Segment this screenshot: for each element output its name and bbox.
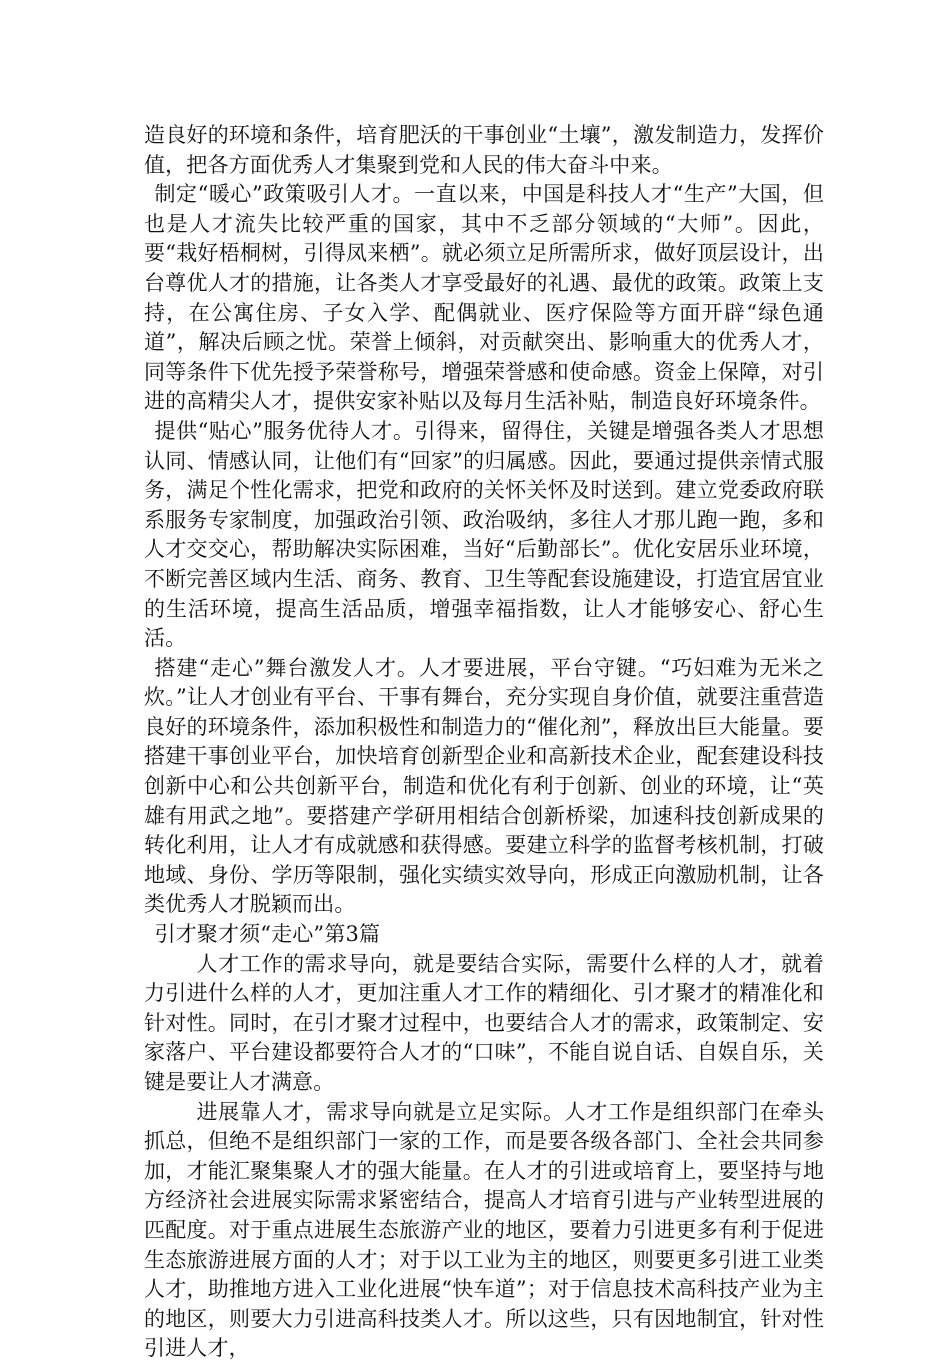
section-heading: 引才聚才须“走心”第3篇: [154, 922, 381, 947]
paragraph-platform: 搭建“走心”舞台激发人才。人才要进展，平台守键。“巧妇难为无米之炊。”让人才创业有平台、干事有舞台，充分实现自身价值，就要注重营造良好的环境条件，添加积极性和制造力的“催化剂”，释放出巨大能量。要搭建干事创业平台，加快培育创新型企业和高新技术企业，配套建设科技创新中心和公共创新平台，制造和优化有利于创新、创业的环境，让“英雄有用武之地”。要搭建产学研用相结合创新桥梁，加速科技创新成果的转化利用，让人才有成就感和获得感。要建立科学的监督考核机制，打破地域、身份、学历等限制，强化实绩实效导向，形成正向激励机制，让各类优秀人才脱颖而出。: [144, 655, 824, 917]
paragraph-continuation: 造良好的环境和条件，培育肥沃的干事创业“土壤”，激发制造力，发挥价值，把各方面优秀人才集聚到党和人民的伟大奋斗中来。: [144, 123, 824, 177]
paragraph-development-talent: 进展靠人才，需求导向就是立足实际。人才工作是组织部门在牵头抓总，但绝不是组织部门一家的工作，而是要各级各部门、全社会共同参加，才能汇聚集聚人才的强大能量。在人才的引进或培育上，要坚持与地方经济社会进展实际需求紧密结合，提高人才培育引进与产业转型进展的匹配度。对于重点进展生态旅游产业的地区，要着力引进更多有利于促进生态旅游进展方面的人才；对于以工业为主的地区，则要更多引进工业类人才，助推地方进入工业化进展“快车道”；对于信息技术高科技产业为主的地区，则要大力引进高科技类人才。所以这些，只有因地制宜，针对性引进人才，: [144, 1099, 824, 1361]
paragraph-caring-service: 提供“贴心”服务优待人才。引得来，留得住，关键是增强各类人才思想认同、情感认同，让他们有“回家”的归属感。因此，要通过提供亲情式服务，满足个性化需求，把党和政府的关怀关怀及时送到。建立党委政府联系服务专家制度，加强政治引领、政治吸纳，多往人才那儿跑一跑，多和人才交交心，帮助解决实际困难，当好“后勤部长”。优化安居乐业环境，不断完善区域内生活、商务、教育、卫生等配套设施建设，打造宜居宜业的生活环境，提高生活品质，增强幸福指数，让人才能够安心、舒心生活。: [144, 418, 824, 651]
document-body: [144, 121, 824, 1364]
paragraph-demand-orientation: 人才工作的需求导向，就是要结合实际，需要什么样的人才，就着力引进什么样的人才，更加注重人才工作的精细化、引才聚才的精准化和针对性。同时，在引才聚才过程中，也要结合人才的需求，政策制定、安家落户、平台建设都要符合人才的“口味”，不能自说自话、自娱自乐，关键是要让人才满意。: [144, 951, 824, 1094]
paragraph-warm-policy: 制定“暖心”政策吸引人才。一直以来，中国是科技人才“生产”大国，但也是人才流失比较严重的国家，其中不乏部分领域的“大师”。因此，要“栽好梧桐树，引得凤来栖”。就必须立足所需所求，做好顶层设计，出台尊优人才的措施，让各类人才享受最好的礼遇、最优的政策。政策上支持，在公寓住房、子女入学、配偶就业、医疗保险等方面开辟“绿色通道”，解决后顾之忧。荣誉上倾斜，对贡献突出、影响重大的优秀人才，同等条件下优先授予荣誉称号，增强荣誉感和使命感。资金上保障，对引进的高精尖人才，提供安家补贴以及每月生活补贴，制造良好环境条件。: [144, 182, 824, 414]
